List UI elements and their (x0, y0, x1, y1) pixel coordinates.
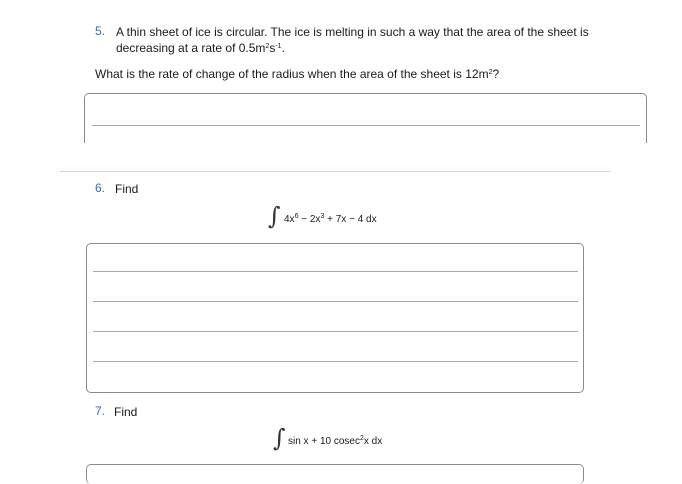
answer-line-q6-2 (93, 301, 578, 302)
q6-term1-exp: 6 (294, 213, 299, 220)
q6-term3: + 7x − 4 dx (324, 214, 377, 225)
integral-sign-q7: ∫ (273, 424, 286, 452)
answer-box-q7[interactable] (86, 464, 584, 484)
answer-line-q6-1 (93, 271, 578, 272)
question-7-prompt: Find (114, 405, 138, 419)
q6-term1: 4x (284, 214, 295, 225)
question-7-number: 7. (95, 404, 106, 418)
q7-term2: x dx (363, 436, 383, 447)
question-5-text-line1: A thin sheet of ice is circular. The ice is melting in such a way that the area of the sheet is (116, 25, 589, 39)
answer-line-q6-4 (93, 361, 578, 362)
q5-line2-part-b: s (269, 41, 276, 55)
question-6-number: 6. (95, 181, 106, 195)
answer-line-q6-3 (93, 331, 578, 332)
answer-box-q6[interactable] (86, 243, 584, 393)
question-5-number: 5. (95, 24, 106, 38)
answer-line-q5-1 (92, 125, 640, 126)
q5-line2-sup2: -1 (275, 43, 282, 50)
integral-sign-q6: ∫ (268, 202, 281, 230)
q5-line2-sup1: 2 (265, 43, 270, 50)
q6-term2: − 2x (298, 214, 321, 225)
q5-prompt-sup: 2 (488, 69, 493, 76)
question-5-text-line2 (116, 40, 285, 56)
q5-prompt-part-a: What is the rate of change of the radius when the area of the sheet is 12m (95, 67, 489, 81)
section-divider (60, 171, 611, 172)
q6-integrand (284, 214, 377, 225)
answer-box-q5[interactable] (84, 93, 647, 143)
q5-line2-part-a: decreasing at a rate of 0.5m (116, 41, 266, 55)
q7-term1: sin x + 10 cosec (288, 436, 360, 447)
q7-term1-exp: 2 (359, 435, 364, 442)
q6-term2-exp: 3 (320, 213, 325, 220)
question-6-prompt: Find (115, 182, 139, 196)
q5-prompt-part-b: ? (492, 67, 500, 81)
question-5-prompt (95, 66, 499, 82)
q5-line2-part-c: . (281, 41, 285, 55)
q7-integrand (288, 436, 382, 447)
